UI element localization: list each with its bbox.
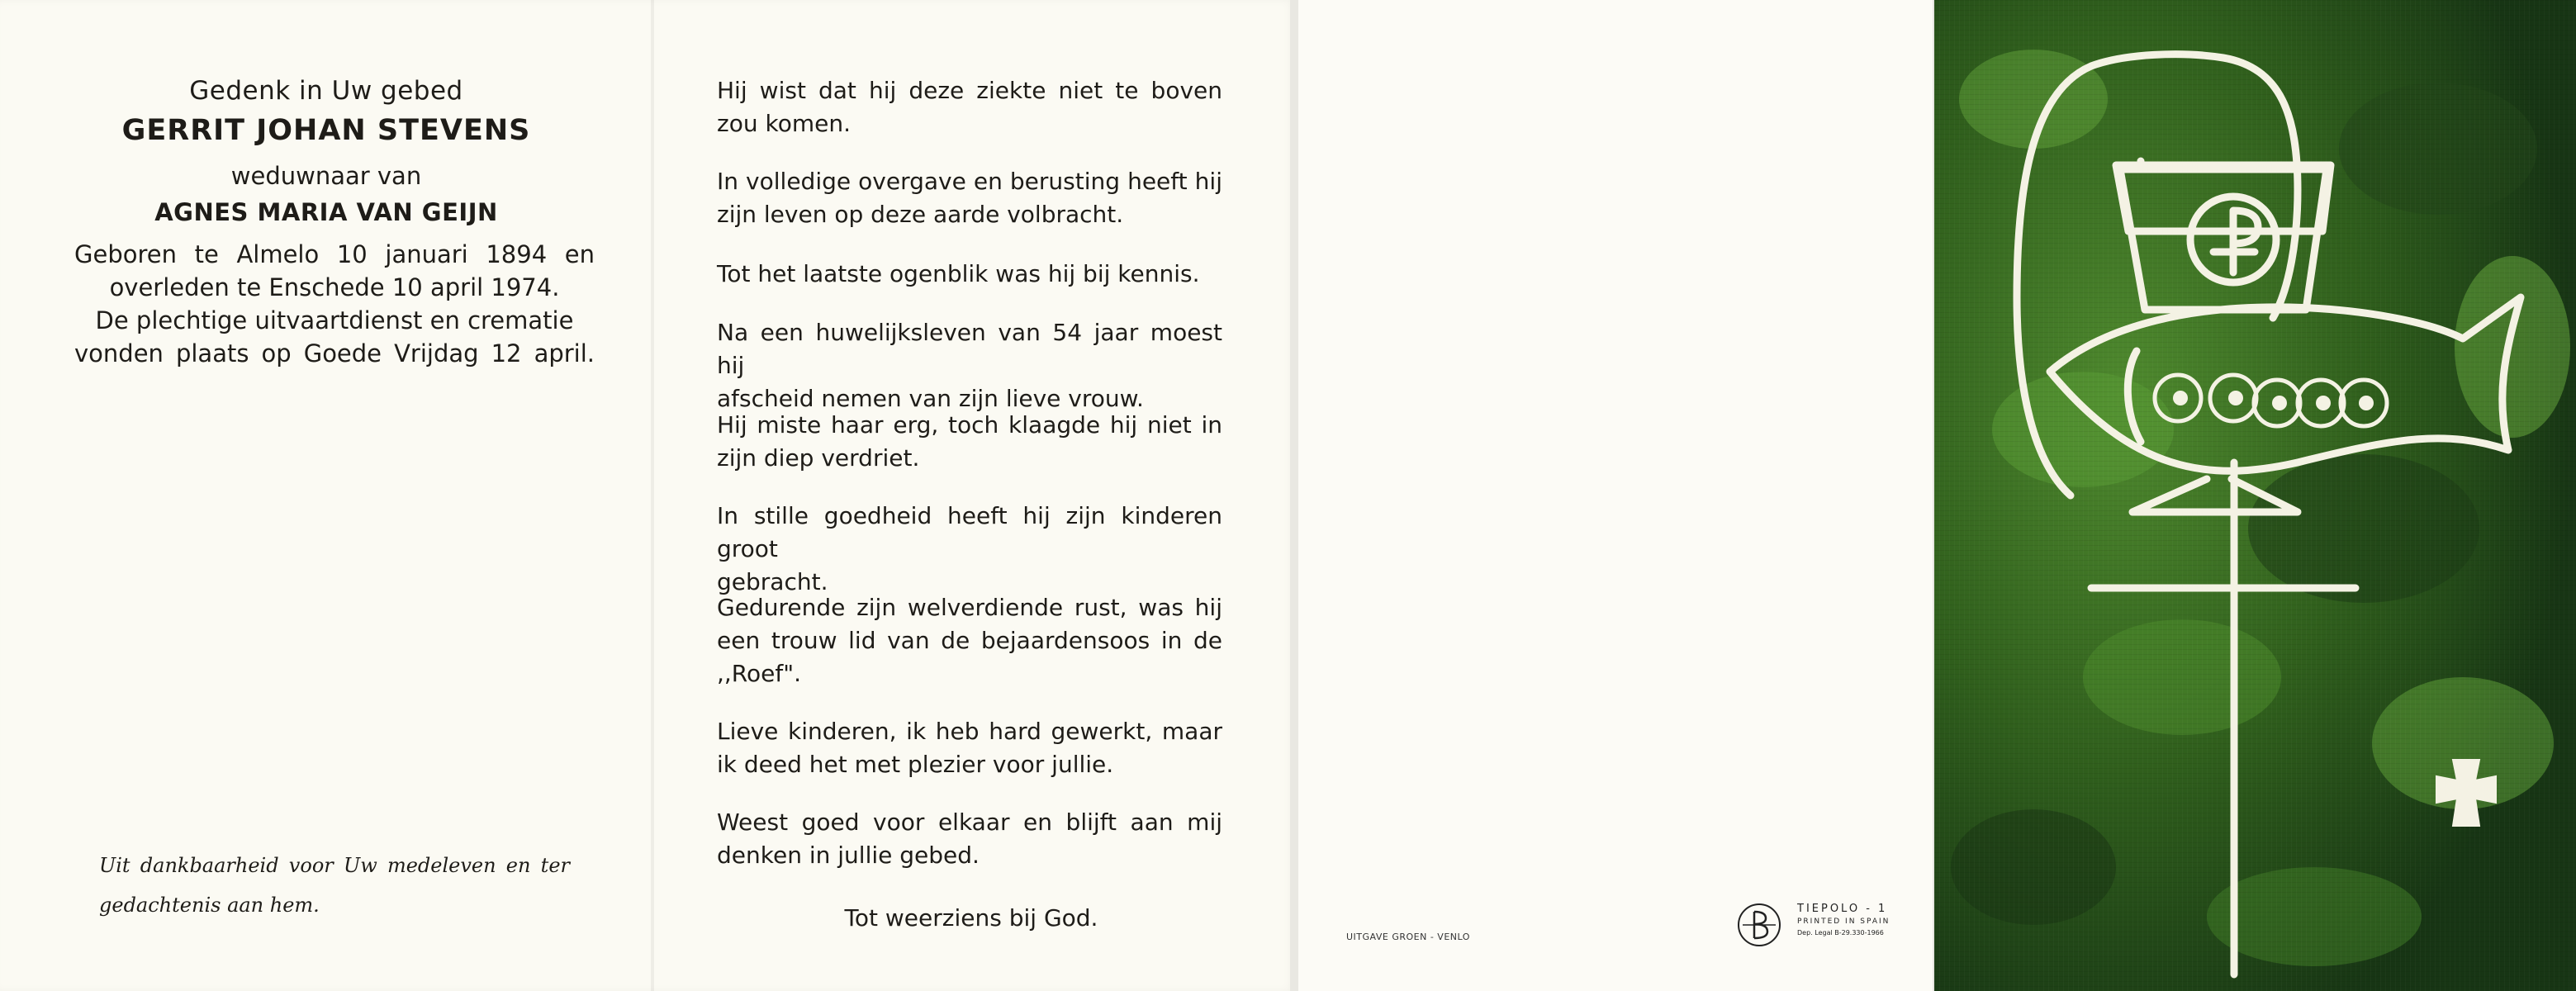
paragraph <box>717 715 1222 781</box>
paragraph-line: gebracht. <box>717 568 828 595</box>
printer-name: TIEPOLO - 1 <box>1797 903 1888 915</box>
life-line: Geboren te Almelo 10 januari 1894 en <box>74 240 595 268</box>
printer-imprint <box>1797 903 1890 938</box>
paragraph-line: ik deed het met plezier voor jullie. <box>717 751 1114 778</box>
paragraph-line: afscheid nemen van zijn lieve vrouw. <box>717 385 1144 412</box>
cover-artwork <box>1934 0 2576 991</box>
paragraph <box>717 500 1222 599</box>
left-text-panel <box>0 0 652 991</box>
paragraph-line: Lieve kinderen, ik heb hard gewerkt, maar <box>717 718 1222 745</box>
publisher-imprint: UITGAVE GROEN - VENLO <box>1346 932 1470 942</box>
paragraph <box>717 806 1222 872</box>
middle-text-panel <box>652 0 1290 991</box>
paragraph-line: In volledige overgave en berusting heeft hij <box>717 168 1222 195</box>
paragraph-line: Weest goed voor elkaar en blijft aan mij <box>717 808 1222 836</box>
life-line: overleden te Enschede 10 april 1974. <box>109 273 560 301</box>
paragraph-line: Na een huwelijksleven van 54 jaar moest hij <box>717 319 1222 379</box>
closing-line: Tot weerziens bij God. <box>844 904 1098 932</box>
life-details <box>74 238 595 370</box>
life-line: vonden plaats op Goede Vrijdag 12 april. <box>74 339 595 367</box>
paragraph <box>717 165 1222 231</box>
paragraph-line: Hij miste haar erg, toch klaagde hij niet in <box>717 411 1222 439</box>
paragraph <box>717 591 1222 690</box>
paragraph-line: zijn leven op deze aarde volbracht. <box>717 201 1124 228</box>
paragraph <box>717 258 1222 291</box>
paragraph <box>717 74 1222 140</box>
printer-logo-icon <box>1736 902 1782 948</box>
cover-illustration <box>1934 0 2576 991</box>
paragraph-line: denken in jullie gebed. <box>717 842 980 869</box>
gratitude-line: gedachtenis aan hem. <box>99 894 320 917</box>
back-panel <box>1298 0 1934 991</box>
paragraph-line: Tot het laatste ogenblik was hij bij kennis. <box>717 260 1200 287</box>
deceased-name: GERRIT JOHAN STEVENS <box>121 114 531 147</box>
memorial-card-outside <box>1298 0 2576 991</box>
gratitude-line: Uit dankbaarheid voor Uw medeleven en ter <box>99 854 570 877</box>
life-line: De plechtige uitvaartdienst en crematie <box>95 306 574 334</box>
paragraph <box>717 316 1222 415</box>
paragraph-line: Gedurende zijn welverdiende rust, was hij <box>717 594 1222 621</box>
paragraph-line: In stille goedheid heeft hij zijn kinderen groot <box>717 502 1222 562</box>
spouse-name: AGNES MARIA VAN GEIJN <box>154 198 498 226</box>
widower-of-label: weduwnaar van <box>230 162 422 190</box>
paragraph-line: zou komen. <box>717 110 851 137</box>
paragraph-line: een trouw lid van de bejaardensoos in de <box>717 627 1222 654</box>
paragraph <box>717 409 1222 475</box>
prayer-intro: Gedenk in Uw gebed <box>189 76 463 106</box>
printer-legal: Dep. Legal B-29.330-1966 <box>1797 929 1884 936</box>
printer-country: PRINTED IN SPAIN <box>1797 918 1890 926</box>
paragraph-line: zijn diep verdriet. <box>717 444 920 472</box>
paragraph-line: Hij wist dat hij deze ziekte niet te boven <box>717 77 1222 104</box>
gratitude-note <box>99 846 570 925</box>
paragraph-line: ,,Roef". <box>717 660 801 687</box>
